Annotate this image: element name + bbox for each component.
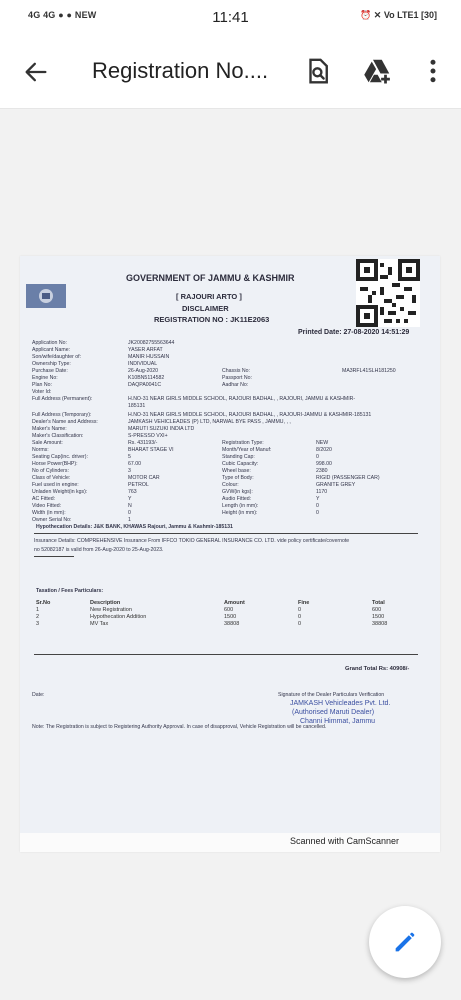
- field-label: Owner Serial No:: [32, 517, 72, 523]
- field-label: Seating Cap(inc. driver):: [32, 454, 88, 460]
- field-label: Dealer's Name and Address:: [32, 419, 98, 425]
- field-label: Class of Vehicle:: [32, 475, 71, 481]
- field-value: Y: [316, 496, 320, 502]
- add-to-drive-icon[interactable]: [363, 56, 393, 86]
- field-label: Norms:: [32, 447, 49, 453]
- office-name: [ RAJOURI ARTO ]: [176, 292, 242, 301]
- table-cell: 0: [298, 613, 302, 620]
- system-indicators: ⏰ ✕ Vo LTE1 [30]: [360, 10, 437, 20]
- field-value: 67.00: [128, 461, 141, 467]
- table-cell: 38808: [372, 621, 388, 628]
- field-label: Passport No:: [222, 375, 252, 381]
- table-cell: 3: [36, 621, 40, 628]
- field-value: 5: [128, 454, 131, 460]
- field-label: Audio Fitted:: [222, 496, 252, 502]
- table-header-row: [34, 599, 414, 606]
- field-value: 1170: [316, 489, 328, 495]
- gov-title: GOVERNMENT OF JAMMU & KASHMIR: [126, 273, 295, 283]
- field-label: Purchase Date:: [32, 368, 68, 374]
- field-label: Maker's Classification:: [32, 433, 84, 439]
- divider: [34, 533, 418, 534]
- edit-button[interactable]: [369, 906, 441, 978]
- field-value: JAMKASH VEHICLEADES (P) LTD, NARWAL BYE PASS , JAMMU, , ,: [128, 419, 291, 425]
- field-label: Horse Power(BHP):: [32, 461, 78, 467]
- field-value: 26-Aug-2020: [128, 368, 158, 374]
- field-label: No of Cylinders:: [32, 468, 69, 474]
- field-value: RIGID (PASSENGER CAR): [316, 475, 380, 481]
- table-cell: 1500: [224, 613, 237, 620]
- table-row: [34, 613, 414, 620]
- field-label: Plan No:: [32, 382, 52, 388]
- dealer-stamp: (Authorised Maruti Dealer): [292, 709, 375, 716]
- grand-total: Grand Total Rs: 40908/-: [345, 666, 410, 672]
- field-value: 3: [128, 468, 131, 474]
- field-value: 0: [316, 510, 319, 516]
- field-value: 0: [128, 510, 131, 516]
- field-value: DAQPA0041C: [128, 382, 162, 388]
- field-value: BHARAT STAGE VI: [128, 447, 174, 453]
- table-row: [34, 621, 414, 628]
- field-value: 8/2020: [316, 447, 332, 453]
- field-label: Height (in mm):: [222, 510, 258, 516]
- table-cell: 2: [36, 613, 40, 620]
- field-value: Rs. 431193/-: [128, 440, 158, 446]
- registration-number: REGISTRATION NO : JK11E2063: [154, 315, 270, 324]
- field-label: Ownership Type:: [32, 361, 71, 367]
- field-value: MA3RFL41SLH181250: [342, 368, 396, 374]
- table-cell: 0: [298, 606, 302, 613]
- field-label: Length (in mm):: [222, 503, 259, 509]
- field-label: Cubic Capacity:: [222, 461, 259, 467]
- field-value: 1: [128, 517, 131, 523]
- field-value: H.NO-31 NEAR GIRLS MIDDLE SCHOOL, RAJOURI BADHAL, , RAJOURI-JAMMU & KASHMIR-185131: [128, 412, 372, 418]
- table-cell: 600: [372, 606, 382, 613]
- back-arrow-icon[interactable]: [22, 58, 50, 86]
- column-header: Total: [372, 599, 385, 606]
- insurance-validity: no 52082187 is valid from 26-Aug-2020 to 25-Aug-2023.: [34, 547, 164, 553]
- scanned-document-image: [20, 256, 440, 833]
- field-label: Full Address (Temporary):: [32, 412, 92, 418]
- status-bar: [0, 0, 461, 36]
- column-header: Description: [90, 599, 121, 606]
- field-value: MANIR HUSSAIN: [128, 354, 170, 360]
- field-value: 763: [128, 489, 137, 495]
- table-cell: New Registration: [90, 606, 132, 613]
- table-cell: MV Tax: [90, 621, 109, 628]
- field-value: N: [128, 503, 132, 509]
- table-cell: 1: [36, 606, 40, 613]
- field-label: Full Address (Permanent):: [32, 396, 93, 402]
- table-cell: 0: [298, 621, 302, 628]
- more-options-icon[interactable]: [418, 56, 448, 86]
- fees-table: [34, 599, 414, 628]
- scan-caption: Scanned with CamScanner: [290, 836, 400, 846]
- table-row: [34, 606, 414, 613]
- field-value: 185131: [128, 403, 146, 409]
- field-value: 0: [316, 503, 319, 509]
- field-label: Engine No:: [32, 375, 58, 381]
- app-bar: [0, 36, 461, 109]
- divider: [34, 654, 418, 655]
- field-label: Colour:: [222, 482, 239, 488]
- field-label: Type of Body:: [222, 475, 254, 481]
- column-header: Sr.No: [36, 599, 51, 606]
- field-value: MOTOR CAR: [128, 475, 160, 481]
- field-label: Video Fitted:: [32, 503, 62, 509]
- field-label: Month/Year of Manuf:: [222, 447, 272, 453]
- field-label: GVW(in kgs):: [222, 489, 253, 495]
- field-label: Sale Amount:: [32, 440, 63, 446]
- field-label: Standing Cap:: [222, 454, 255, 460]
- field-value: H.NO-31 NEAR GIRLS MIDDLE SCHOOL, RAJOURI BADHAL, , RAJOURI, JAMMU & KASHMIR-: [128, 396, 356, 402]
- clock: 11:41: [212, 9, 249, 26]
- field-label: Fuel used in engine:: [32, 482, 79, 488]
- field-value: GRANITE GREY: [316, 482, 356, 488]
- printed-date: Printed Date: 27-08-2020 14:51:29: [298, 329, 410, 336]
- field-label: AC Fitted:: [32, 496, 56, 502]
- field-label: Chassis No:: [222, 368, 250, 374]
- column-header: Amount: [224, 599, 245, 606]
- table-cell: 38808: [224, 621, 240, 628]
- field-label: Maker's Name:: [32, 426, 67, 432]
- government-emblem-icon: [26, 284, 66, 308]
- field-value: YASER ARFAT: [128, 347, 163, 353]
- find-in-page-icon[interactable]: [303, 56, 333, 86]
- signal-indicators: 4G 4G ● ● NEW: [28, 10, 97, 20]
- field-value: K10BN5114582: [128, 375, 165, 381]
- table-cell: 600: [224, 606, 234, 613]
- dealer-stamp: JAMKASH Vehicleades Pvt. Ltd.: [290, 700, 391, 707]
- field-value: PETROL: [128, 482, 149, 488]
- field-value: MARUTI SUZUKI INDIA LTD: [128, 426, 195, 432]
- document-title: Registration No....: [92, 58, 269, 83]
- field-value: Y: [128, 496, 132, 502]
- field-value: 0: [316, 454, 319, 460]
- field-value: 998.00: [316, 461, 332, 467]
- registration-note: Note: The Registration is subject to Registering Authority Approval. In case of disapproval, Vehicle Registration will be cancelled.: [32, 724, 327, 730]
- signature-line: Signature of the Dealer Particulars Verification: [278, 692, 385, 698]
- field-value: JK20082755563644: [128, 340, 175, 346]
- hypothecation-details: Hypothecation Details: J&K BANK, KHAWAS Rajouri, Jammu & Kashmir-185131: [36, 524, 233, 530]
- field-label: Aadhar No:: [222, 382, 249, 388]
- field-label: Width (in mm):: [32, 510, 66, 516]
- field-label: Unladen Weight(in kgs):: [32, 489, 88, 495]
- field-label: Registration Type:: [222, 440, 264, 446]
- date-label: Date:: [32, 692, 45, 698]
- field-label: Application No:: [32, 340, 67, 346]
- pencil-icon: [391, 928, 419, 956]
- divider: [34, 556, 74, 557]
- disclaimer-label: DISCLAIMER: [182, 304, 229, 313]
- field-value: S-PRESSO VXI+: [128, 433, 168, 439]
- field-label: Wheel base:: [222, 468, 251, 474]
- field-value: NEW: [316, 440, 329, 446]
- field-label: Applicant Name:: [32, 347, 71, 353]
- column-header: Fine: [298, 599, 310, 606]
- qr-code: [356, 259, 420, 327]
- insurance-details: Insurance Details: COMPREHENSIVE Insurance From IFFCO TOKIO GENERAL INSURANCE CO. LTD. vide policy certificate/covernote: [34, 538, 350, 544]
- field-value: INDIVIDUAL: [128, 361, 158, 367]
- field-label: Voter Id:: [32, 389, 52, 395]
- table-cell: 1500: [372, 613, 385, 620]
- table-cell: Hypothecation Addition: [90, 613, 147, 620]
- field-label: Son/wife/daughter of:: [32, 354, 82, 360]
- taxation-title: Taxation / Fees Particulars:: [36, 588, 104, 594]
- dealer-stamp: Channi Himmat, Jammu: [300, 718, 376, 725]
- field-value: 2380: [316, 468, 328, 474]
- pdf-page: [20, 256, 440, 852]
